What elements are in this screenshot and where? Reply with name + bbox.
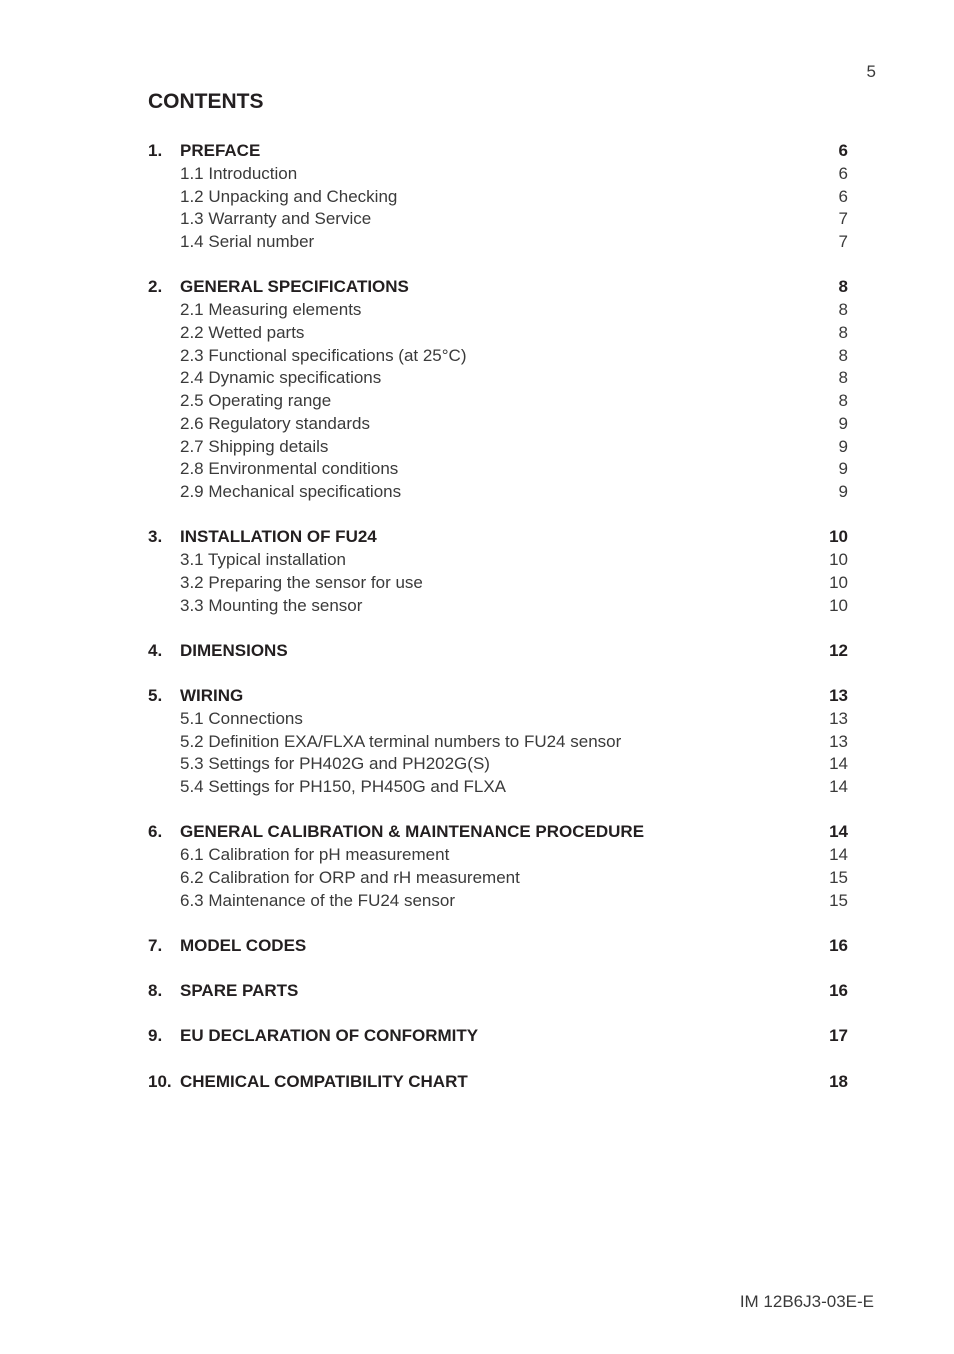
section-title: DIMENSIONS <box>180 640 288 660</box>
section-number: 10. <box>148 1071 172 1091</box>
section-title: MODEL CODES <box>180 935 307 955</box>
toc-section <box>148 140 848 254</box>
entry-page: 9 <box>838 459 848 479</box>
toc-section <box>148 1071 848 1094</box>
toc-section-heading[interactable] <box>148 1025 848 1048</box>
section-number: 3. <box>148 527 163 547</box>
toc-entry[interactable] <box>148 753 848 776</box>
toc-section <box>148 935 848 958</box>
toc-entry[interactable] <box>148 186 848 209</box>
section-title: SPARE PARTS <box>180 981 299 1000</box>
toc-section <box>148 821 848 912</box>
entry-page: 8 <box>838 391 848 410</box>
entry-title: 5.4 Settings for PH150, PH450G and FLXA <box>180 777 507 796</box>
entry-page: 14 <box>829 845 848 864</box>
toc-entry[interactable] <box>148 890 848 913</box>
section-title: GENERAL SPECIFICATIONS <box>180 277 409 297</box>
section-page: 18 <box>829 1071 848 1091</box>
toc-section-heading[interactable] <box>148 276 848 299</box>
entry-title: 2.2 Wetted parts <box>180 322 305 342</box>
entry-title: 2.6 Regulatory standards <box>180 413 370 433</box>
toc-section <box>148 276 848 504</box>
entry-title: 6.2 Calibration for ORP and rH measurement <box>180 867 520 887</box>
entry-title: 5.3 Settings for PH402G and PH202G(S) <box>180 754 490 774</box>
toc-entry[interactable] <box>148 572 848 595</box>
entry-title: 2.5 Operating range <box>180 391 332 410</box>
toc-section-heading[interactable] <box>148 526 848 549</box>
toc-section-heading[interactable] <box>148 1071 848 1094</box>
entry-page: 15 <box>829 867 848 887</box>
entry-page: 6 <box>838 163 848 183</box>
entry-page: 8 <box>838 322 848 342</box>
section-title: GENERAL CALIBRATION & MAINTENANCE PROCEDURE <box>180 822 645 842</box>
entry-page: 9 <box>838 436 848 456</box>
entry-page: 13 <box>829 708 848 728</box>
entry-page: 7 <box>838 232 848 251</box>
entry-page: 9 <box>838 482 848 501</box>
entry-title: 1.3 Warranty and Service <box>180 209 372 229</box>
toc-section-heading[interactable] <box>148 935 848 958</box>
toc-entry[interactable] <box>148 163 848 186</box>
entry-page: 10 <box>829 595 848 615</box>
entry-page: 8 <box>838 300 848 319</box>
entry-title: 5.2 Definition EXA/FLXA terminal numbers to FU24 sensor <box>180 731 622 751</box>
section-page: 14 <box>829 822 848 842</box>
section-page: 16 <box>829 935 848 955</box>
entry-title: 2.3 Functional specifications (at 25°C) <box>180 345 467 365</box>
entry-title: 3.3 Mounting the sensor <box>180 595 363 615</box>
document-code: IM 12B6J3-03E-E <box>739 1292 874 1311</box>
entry-title: 3.2 Preparing the sensor for use <box>180 572 423 592</box>
section-number: 4. <box>148 640 163 660</box>
section-number: 1. <box>148 141 163 160</box>
toc-entry[interactable] <box>148 595 848 618</box>
section-page: 17 <box>829 1026 848 1046</box>
toc-entry[interactable] <box>148 436 848 459</box>
page-number: 5 <box>866 62 876 81</box>
toc-section-heading[interactable] <box>148 821 848 844</box>
entry-page: 13 <box>829 731 848 751</box>
section-title: EU DECLARATION OF CONFORMITY <box>180 1026 479 1046</box>
toc-section-heading[interactable] <box>148 640 848 663</box>
section-title: PREFACE <box>180 141 261 160</box>
entry-title: 1.1 Introduction <box>180 163 298 183</box>
entry-page: 6 <box>838 186 848 206</box>
toc-section <box>148 980 848 1003</box>
section-number: 5. <box>148 686 163 705</box>
section-page: 13 <box>829 686 848 705</box>
toc-entry[interactable] <box>148 322 848 345</box>
toc-entry[interactable] <box>148 776 848 799</box>
toc-section <box>148 1025 848 1048</box>
entry-title: 6.1 Calibration for pH measurement <box>180 845 450 864</box>
entry-page: 9 <box>838 413 848 433</box>
toc-entry[interactable] <box>148 549 848 572</box>
entry-page: 14 <box>829 754 848 774</box>
entry-title: 1.4 Serial number <box>180 232 315 251</box>
toc-entry[interactable] <box>148 481 848 504</box>
toc-entry[interactable] <box>148 345 848 368</box>
entry-title: 5.1 Connections <box>180 708 303 728</box>
section-title: CHEMICAL COMPATIBILITY CHART <box>180 1071 468 1091</box>
toc-section <box>148 640 848 663</box>
entry-title: 3.1 Typical installation <box>180 550 347 569</box>
toc-entry[interactable] <box>148 708 848 731</box>
page-title: CONTENTS <box>148 90 264 113</box>
entry-title: 2.4 Dynamic specifications <box>180 368 382 388</box>
entry-title: 2.8 Environmental conditions <box>180 459 399 479</box>
toc-section-heading[interactable] <box>148 140 848 163</box>
toc-entry[interactable] <box>148 208 848 231</box>
toc-entry[interactable] <box>148 413 848 436</box>
entry-page: 8 <box>838 345 848 365</box>
section-page: 8 <box>838 277 848 297</box>
toc-section <box>148 526 848 617</box>
toc-entry[interactable] <box>148 231 848 254</box>
toc-section <box>148 685 848 799</box>
entry-title: 2.1 Measuring elements <box>180 300 362 319</box>
toc-entry[interactable] <box>148 844 848 867</box>
entry-title: 2.7 Shipping details <box>180 436 329 456</box>
section-title: WIRING <box>180 686 244 705</box>
entry-page: 10 <box>829 550 848 569</box>
entry-title: 1.2 Unpacking and Checking <box>180 186 398 206</box>
section-number: 2. <box>148 277 163 297</box>
toc-entry[interactable] <box>148 299 848 322</box>
section-title: INSTALLATION OF FU24 <box>180 527 377 547</box>
toc-entry[interactable] <box>148 458 848 481</box>
entry-title: 2.9 Mechanical specifications <box>180 482 402 501</box>
toc-entry[interactable] <box>148 867 848 890</box>
section-page: 16 <box>829 981 848 1000</box>
entry-page: 10 <box>829 572 848 592</box>
toc-entry[interactable] <box>148 390 848 413</box>
toc-entry[interactable] <box>148 367 848 390</box>
section-number: 9. <box>148 1026 163 1046</box>
entry-page: 7 <box>838 209 848 229</box>
section-page: 12 <box>829 640 848 660</box>
table-of-contents <box>148 140 848 1116</box>
entry-title: 6.3 Maintenance of the FU24 sensor <box>180 890 455 910</box>
entry-page: 14 <box>829 777 848 796</box>
section-number: 6. <box>148 822 163 842</box>
section-number: 8. <box>148 981 163 1000</box>
section-page: 6 <box>838 141 848 160</box>
section-number: 7. <box>148 935 163 955</box>
toc-section-heading[interactable] <box>148 980 848 1003</box>
entry-page: 15 <box>829 890 848 910</box>
entry-page: 8 <box>838 368 848 388</box>
toc-entry[interactable] <box>148 731 848 754</box>
toc-section-heading[interactable] <box>148 685 848 708</box>
section-page: 10 <box>829 527 848 547</box>
